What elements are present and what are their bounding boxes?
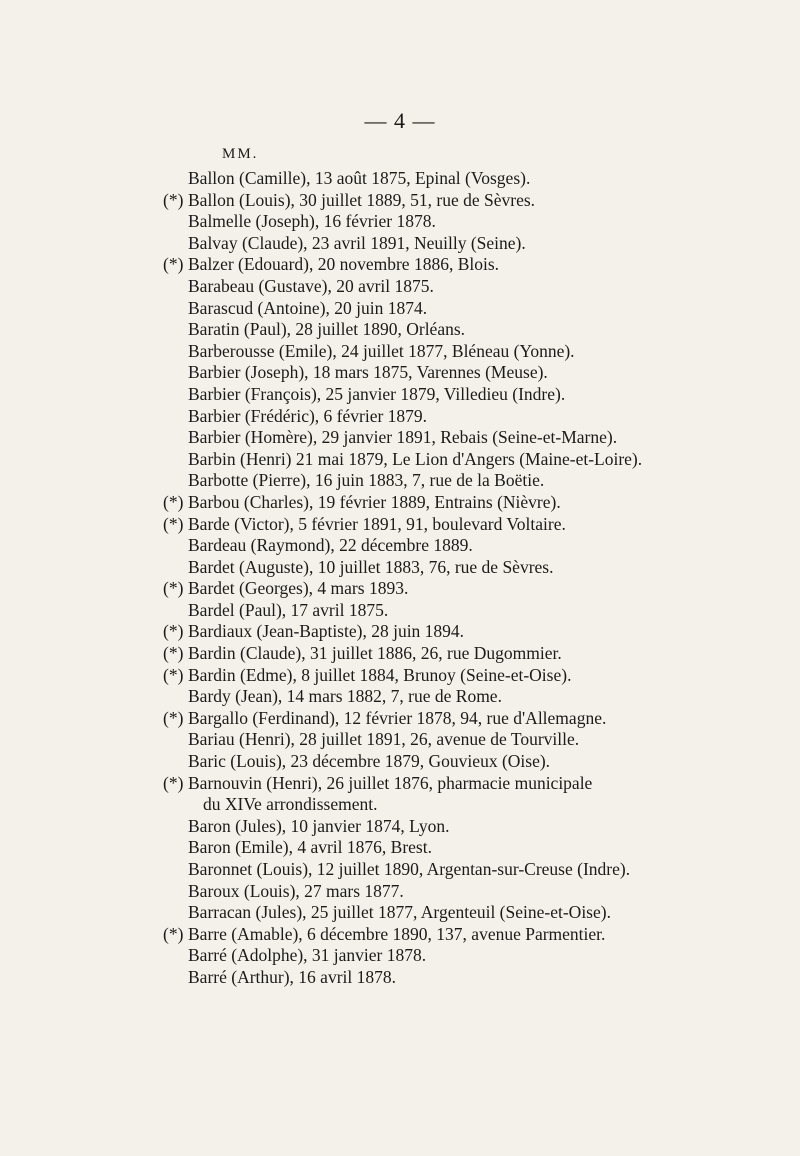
entry-marker: (*) [163, 513, 184, 534]
entry-text: Bargallo (Ferdinand), 12 février 1878, 94, rue d'Allemagne. [188, 707, 607, 728]
entry-text: Barde (Victor), 5 février 1891, 91, boulevard Voltaire. [188, 513, 566, 534]
list-item [0, 729, 800, 751]
entry-text: Bariau (Henri), 28 juillet 1891, 26, avenue de Tourville. [188, 729, 580, 750]
list-item [0, 233, 800, 255]
list-item [0, 384, 800, 406]
entry-marker: (*) [163, 578, 184, 599]
list-item [0, 643, 800, 665]
entry-marker: (*) [163, 643, 184, 664]
entry-text: Bardeau (Raymond), 22 décembre 1889. [188, 535, 473, 556]
list-item [0, 319, 800, 341]
entry-marker: (*) [163, 772, 184, 793]
entry-text: Barré (Arthur), 16 avril 1878. [188, 966, 396, 987]
list-item [0, 967, 800, 989]
list-item [0, 190, 800, 212]
list-item [0, 708, 800, 730]
page-number: — 4 — [364, 108, 436, 133]
list-item [0, 514, 800, 536]
entry-text: Bardel (Paul), 17 avril 1875. [188, 599, 389, 620]
entry-text: Barberousse (Emile), 24 juillet 1877, Bléneau (Yonne). [188, 340, 575, 361]
list-item-continuation [0, 794, 800, 816]
entry-text: Balzer (Edouard), 20 novembre 1886, Blois. [188, 254, 500, 275]
list-item [0, 816, 800, 838]
list-item [0, 492, 800, 514]
entry-text: Balvay (Claude), 23 avril 1891, Neuilly (Seine). [188, 232, 526, 253]
list-item [0, 686, 800, 708]
entry-text: Barascud (Antoine), 20 juin 1874. [188, 297, 428, 318]
list-item [0, 859, 800, 881]
entry-text: Barabeau (Gustave), 20 avril 1875. [188, 275, 434, 296]
list-item [0, 254, 800, 276]
list-item [0, 621, 800, 643]
entry-text: Baronnet (Louis), 12 juillet 1890, Argentan-sur-Creuse (Indre). [188, 859, 631, 879]
entry-marker: (*) [163, 254, 184, 275]
entry-text: Barré (Adolphe), 31 janvier 1878. [188, 945, 427, 966]
salutation: MM. [222, 146, 259, 162]
entry-text: Barbier (Homère), 29 janvier 1891, Rebais (Seine-et-Marne). [188, 427, 618, 448]
list-item [0, 881, 800, 903]
list-item [0, 535, 800, 557]
entry-text: Bardin (Edme), 8 juillet 1884, Brunoy (Seine-et-Oise). [188, 664, 572, 685]
list-item [0, 276, 800, 298]
entry-text: Barbier (François), 25 janvier 1879, Villedieu (Indre). [188, 383, 566, 404]
list-item [0, 600, 800, 622]
list-item [0, 837, 800, 859]
entry-text: Barbin (Henri) 21 mai 1879, Le Lion d'Angers (Maine-et-Loire). [188, 448, 643, 469]
entry-list [0, 168, 800, 989]
list-item [0, 470, 800, 492]
entry-marker: (*) [163, 707, 184, 728]
entry-text: du XIVe arrondissement. [203, 794, 378, 815]
entry-text: Barbotte (Pierre), 16 juin 1883, 7, rue de la Boëtie. [188, 470, 545, 491]
list-item [0, 665, 800, 687]
list-item [0, 211, 800, 233]
list-item [0, 924, 800, 946]
list-item [0, 168, 800, 190]
entry-text: Barbier (Frédéric), 6 février 1879. [188, 405, 428, 426]
entry-text: Ballon (Camille), 13 août 1875, Epinal (Vosges). [188, 168, 531, 188]
list-item [0, 298, 800, 320]
entry-text: Bardet (Auguste), 10 juillet 1883, 76, rue de Sèvres. [188, 556, 554, 577]
list-item [0, 578, 800, 600]
list-item [0, 751, 800, 773]
entry-text: Balmelle (Joseph), 16 février 1878. [188, 211, 436, 232]
entry-text: Barracan (Jules), 25 juillet 1877, Argenteuil (Seine-et-Oise). [188, 902, 611, 923]
list-item [0, 773, 800, 795]
list-item [0, 902, 800, 924]
entry-marker: (*) [163, 491, 184, 512]
list-item [0, 945, 800, 967]
entry-marker: (*) [163, 621, 184, 642]
list-item [0, 557, 800, 579]
entry-marker: (*) [163, 189, 184, 210]
entry-text: Bardy (Jean), 14 mars 1882, 7, rue de Rome. [188, 686, 502, 707]
entry-text: Barre (Amable), 6 décembre 1890, 137, avenue Parmentier. [188, 923, 606, 944]
entry-text: Ballon (Louis), 30 juillet 1889, 51, rue de Sèvres. [188, 189, 536, 210]
entry-text: Barbou (Charles), 19 février 1889, Entrains (Nièvre). [188, 491, 561, 512]
entry-marker: (*) [163, 664, 184, 685]
entry-text: Baratin (Paul), 28 juillet 1890, Orléans. [188, 319, 466, 340]
list-item [0, 449, 800, 471]
list-item [0, 341, 800, 363]
entry-text: Barbier (Joseph), 18 mars 1875, Varennes (Meuse). [188, 362, 548, 383]
entry-text: Barnouvin (Henri), 26 juillet 1876, pharmacie municipale [188, 772, 593, 793]
list-item [0, 362, 800, 384]
list-item [0, 427, 800, 449]
entry-text: Bardin (Claude), 31 juillet 1886, 26, rue Dugommier. [188, 643, 562, 664]
entry-text: Baroux (Louis), 27 mars 1877. [188, 880, 404, 901]
list-item [0, 406, 800, 428]
entry-text: Baron (Jules), 10 janvier 1874, Lyon. [188, 815, 450, 836]
entry-marker: (*) [163, 923, 184, 944]
entry-text: Baric (Louis), 23 décembre 1879, Gouvieux (Oise). [188, 751, 551, 772]
entry-text: Bardiaux (Jean-Baptiste), 28 juin 1894. [188, 621, 465, 642]
entry-text: Bardet (Georges), 4 mars 1893. [188, 578, 409, 599]
entry-text: Baron (Emile), 4 avril 1876, Brest. [188, 837, 432, 858]
